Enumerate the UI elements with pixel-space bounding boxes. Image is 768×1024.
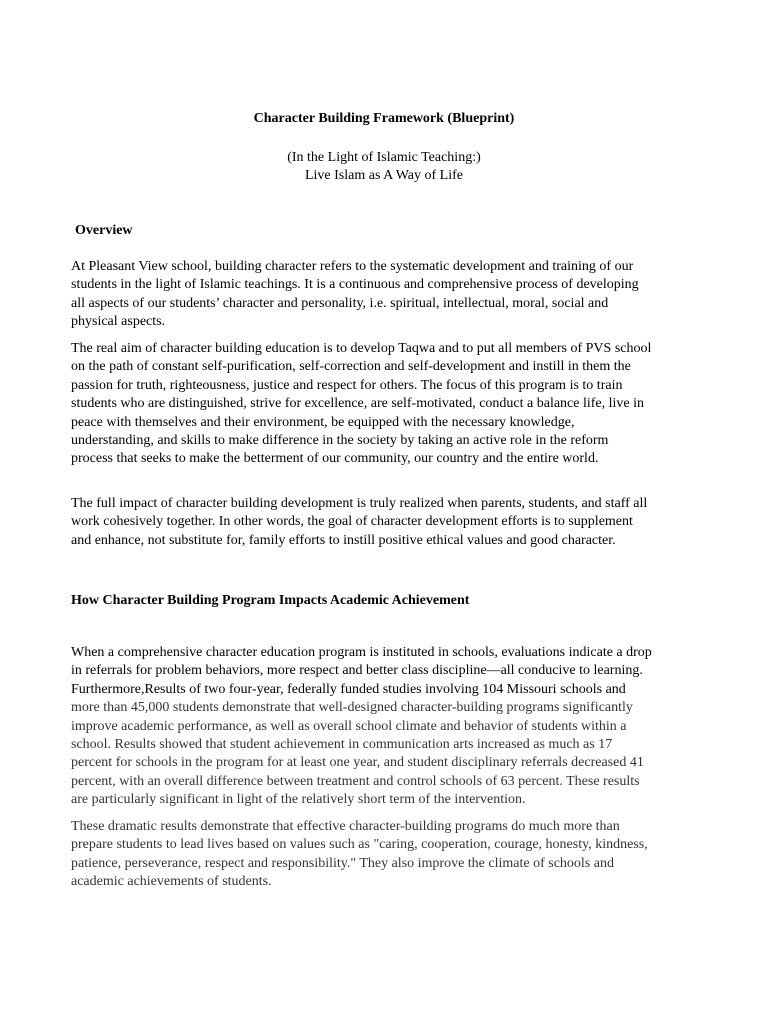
paragraph-line: percent for schools in the program for at least one year, and student disciplinary referrals decreased 41 <box>71 755 644 771</box>
paragraph-line: passion for truth, righteousness, justice and respect for others. The focus of this program is to train <box>71 377 623 393</box>
paragraph-line: academic achievements of students. <box>71 874 272 890</box>
paragraph-line: in referrals for problem behaviors, more respect and better class discipline—all conducive to learning. <box>71 663 643 679</box>
paragraph-line: The full impact of character building development is truly realized when parents, students, and staff all <box>71 496 648 511</box>
impacts-paragraph-2 <box>71 818 711 892</box>
paragraph-line: patience, perseverance, respect and responsibility." They also improve the climate of schools and <box>71 855 614 871</box>
paragraph-line: and enhance, not substitute for, family efforts to instill positive ethical values and good character. <box>71 532 616 548</box>
paragraph-line: understanding, and skills to make difference in the society by taking an active role in the reform <box>71 433 609 449</box>
paragraph-line: students who are distinguished, strive for excellence, are self-motivated, conduct a balance life, live in <box>71 396 645 412</box>
document-title: Character Building Framework (Blueprint) <box>253 111 515 126</box>
paragraph-line: work cohesively together. In other words, the goal of character development efforts is to supplement <box>71 514 633 530</box>
overview-paragraph-3 <box>71 495 711 550</box>
overview-heading: Overview <box>75 223 133 238</box>
paragraph-line: At Pleasant View school, building character refers to the systematic development and training of our <box>71 259 634 274</box>
paragraph-line: more than 45,000 students demonstrate that well-designed character-building programs significantly <box>71 700 633 716</box>
overview-paragraph-1 <box>71 258 711 332</box>
paragraph-line: process that seeks to make the betterment of our community, our country and the entire world. <box>71 451 599 467</box>
overview-paragraph-2 <box>71 340 711 469</box>
paragraph-line: percent, with an overall difference between treatment and control schools of 63 percent. These results <box>71 773 640 789</box>
paragraph-line: When a comprehensive character education program is instituted in schools, evaluations indicate a drop <box>71 645 652 660</box>
impacts-heading: How Character Building Program Impacts Academic Achievement <box>71 593 470 608</box>
document-subtitle-line-2: Live Islam as A Way of Life <box>304 168 464 183</box>
paragraph-line: are particularly significant in light of the relatively short term of the intervention. <box>71 792 526 808</box>
impacts-paragraph-1 <box>71 644 711 810</box>
paragraph-line: on the path of constant self-purification, self-correction and self-development and instill in them the <box>71 359 631 375</box>
paragraph-line: Furthermore,Results of two four-year, federally funded studies involving 104 Missouri schools and <box>71 681 626 697</box>
paragraph-line: prepare students to lead lives based on values such as "caring, cooperation, courage, honesty, kindness, <box>71 837 648 853</box>
paragraph-line: physical aspects. <box>71 314 166 330</box>
paragraph-line: students in the light of Islamic teachings. It is a continuous and comprehensive process of developing <box>71 277 639 293</box>
paragraph-line: improve academic performance, as well as overall school climate and behavior of students within a <box>71 718 627 734</box>
paragraph-line: peace with themselves and their environment, be equipped with the necessary knowledge, <box>71 414 575 430</box>
paragraph-line: all aspects of our students’ character and personality, i.e. spiritual, intellectual, moral, social and <box>71 295 609 311</box>
paragraph-line: These dramatic results demonstrate that effective character-building programs do much more than <box>71 819 620 834</box>
paragraph-line: The real aim of character building education is to develop Taqwa and to put all members of PVS school <box>71 341 652 356</box>
document-subtitle-line-1: (In the Light of Islamic Teaching:) <box>287 150 481 165</box>
paragraph-line: school. Results showed that student achievement in communication arts increased as much as 17 <box>71 737 613 753</box>
